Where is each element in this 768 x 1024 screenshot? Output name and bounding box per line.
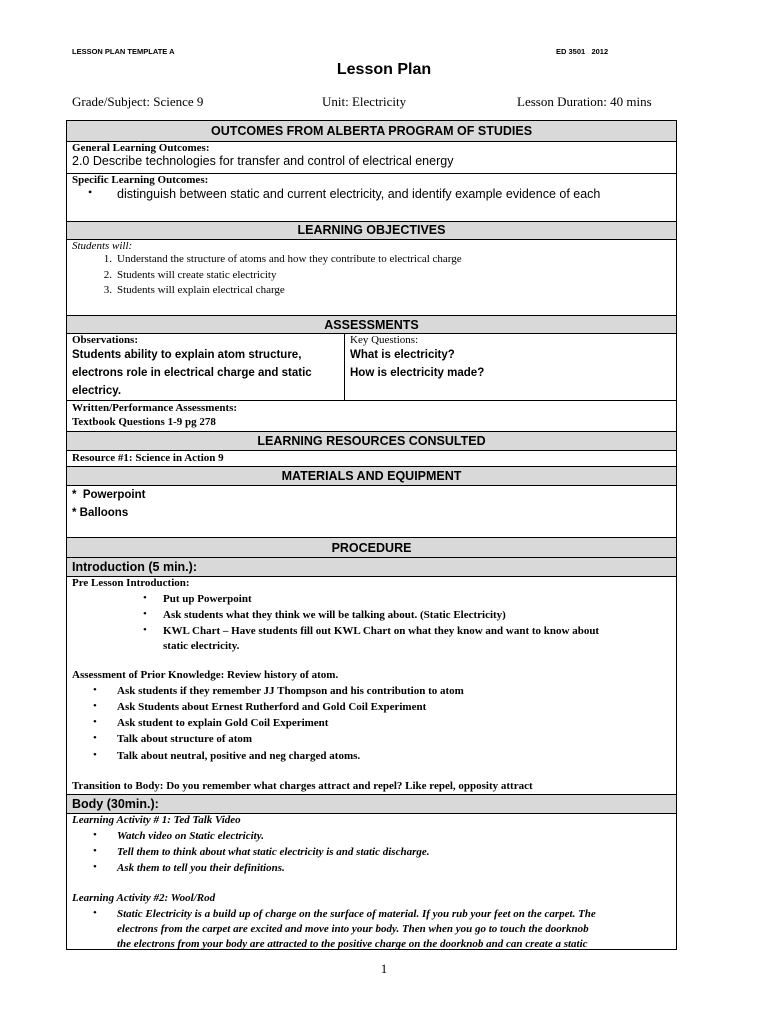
key-question: How is electricity made?: [350, 367, 485, 379]
lesson-duration: Lesson Duration: 40 mins: [517, 94, 652, 109]
prior-knowledge-item: Ask students if they remember JJ Thompson and his contribution to atom: [117, 685, 464, 697]
bullet: •: [93, 732, 97, 744]
resource-text: Resource #1: Science in Action 9: [72, 452, 224, 464]
pre-lesson-label: Pre Lesson Introduction:: [72, 577, 190, 589]
bullet: •: [93, 749, 97, 761]
column-divider: [344, 334, 345, 400]
bullet: •: [93, 907, 97, 919]
observations-label: Observations:: [72, 334, 138, 346]
body-cell: [67, 813, 676, 950]
materials-cell: [67, 485, 676, 537]
observations-cell: [72, 334, 340, 400]
bullet: •: [143, 624, 147, 636]
introduction-heading: Introduction (5 min.):: [67, 557, 676, 576]
pre-lesson-item-continued: static electricity.: [163, 640, 240, 652]
prior-knowledge-item: Talk about neutral, positive and neg charged atoms.: [117, 750, 361, 762]
bullet: •: [143, 592, 147, 604]
key-questions-label: Key Questions:: [350, 334, 419, 346]
activity-1-item: Tell them to think about what static electricity is and static discharge.: [117, 846, 430, 858]
activity-2-text: Static Electricity is a build up of charge on the surface of material. If you rub your feet on the carpet. The: [117, 908, 596, 920]
prior-knowledge-item: Ask Students about Ernest Rutherford and Gold Coil Experiment: [117, 701, 427, 713]
material-item: * Balloons: [72, 507, 129, 519]
pre-lesson-item: Ask students what they think we will be talking about. (Static Electricity): [163, 609, 506, 621]
activity-1-item: Ask them to tell you their definitions.: [117, 862, 285, 874]
prior-knowledge-label: Assessment of Prior Knowledge: Review history of atom.: [72, 669, 339, 681]
material-item: * Powerpoint: [72, 489, 146, 501]
activity-1-label: Learning Activity # 1: Ted Talk Video: [72, 814, 241, 826]
template-label: LESSON PLAN TEMPLATE A: [72, 47, 175, 56]
materials-heading: MATERIALS AND EQUIPMENT: [67, 466, 676, 485]
assessments-row: [67, 333, 676, 400]
bullet: •: [93, 716, 97, 728]
prior-knowledge-item: Ask student to explain Gold Coil Experiment: [117, 717, 329, 729]
introduction-cell: [67, 576, 676, 794]
general-outcomes-text: 2.0 Describe technologies for transfer and control of electrical energy: [72, 154, 454, 168]
bullet: •: [93, 829, 97, 841]
body-heading: Body (30min.):: [67, 794, 676, 813]
unit: Unit: Electricity: [322, 94, 407, 109]
lesson-plan-table: [66, 120, 677, 950]
prior-knowledge-item: Talk about structure of atom: [117, 733, 253, 745]
specific-outcomes-text: distinguish between static and current electricity, and identify example evidence of each: [117, 187, 601, 201]
resources-cell: [67, 450, 676, 466]
procedure-heading: PROCEDURE: [67, 537, 676, 557]
outcomes-heading: OUTCOMES FROM ALBERTA PROGRAM OF STUDIES: [67, 121, 676, 141]
transition-text: Transition to Body: Do you remember what charges attract and repel? Like repel, opposity attract: [72, 780, 533, 792]
resources-heading: LEARNING RESOURCES CONSULTED: [67, 431, 676, 450]
written-assessments-cell: [67, 400, 676, 431]
activity-2-text: electrons from the carpet are excited and move into your body. Then when you go to touch the doorknob: [117, 923, 589, 935]
general-outcomes-cell: [67, 141, 676, 173]
general-outcomes-label: General Learning Outcomes:: [72, 142, 210, 154]
bullet: •: [143, 608, 147, 620]
page-title: Lesson Plan: [336, 61, 432, 78]
objectives-cell: [67, 239, 676, 319]
activity-2-label: Learning Activity #2: Wool/Rod: [72, 892, 216, 904]
bullet: •: [88, 185, 93, 199]
bullet: •: [93, 684, 97, 696]
activity-2-text: the electrons from your body are attracted to the positive charge on the doorknob and can create a static: [117, 938, 588, 950]
specific-outcomes-cell: [67, 173, 676, 221]
observations-text: Students ability to explain atom structure, electrons role in electrical charge and static electricy.: [72, 349, 312, 397]
specific-outcomes-label: Specific Learning Outcomes:: [72, 174, 209, 186]
objectives-intro: Students will:: [72, 240, 133, 252]
key-questions-cell: [350, 334, 670, 382]
bullet: •: [93, 845, 97, 857]
objective-item: 2. Students will create static electricity: [103, 268, 277, 281]
assessments-heading: ASSESSMENTS: [67, 315, 676, 333]
course-code: ED 3501 2012: [556, 47, 609, 56]
bullet: •: [93, 700, 97, 712]
objectives-list: [72, 252, 670, 299]
activity-1-item: Watch video on Static electricity.: [117, 830, 264, 842]
bullet: •: [93, 861, 97, 873]
written-assessments-text: Textbook Questions 1-9 pg 278: [72, 416, 216, 428]
grade-subject: Grade/Subject: Science 9: [72, 94, 204, 109]
written-assessments-label: Written/Performance Assessments:: [72, 402, 238, 414]
pre-lesson-item: KWL Chart – Have students fill out KWL Chart on what they know and want to know about: [163, 625, 600, 637]
objective-item: 3. Students will explain electrical charge: [103, 284, 285, 296]
objectives-heading: LEARNING OBJECTIVES: [67, 221, 676, 239]
objective-item: 1. Understand the structure of atoms and how they contribute to electrical charge: [103, 253, 462, 265]
pre-lesson-item: Put up Powerpoint: [163, 593, 252, 605]
key-question: What is electricity?: [350, 349, 455, 361]
page-number: 1: [380, 961, 388, 976]
